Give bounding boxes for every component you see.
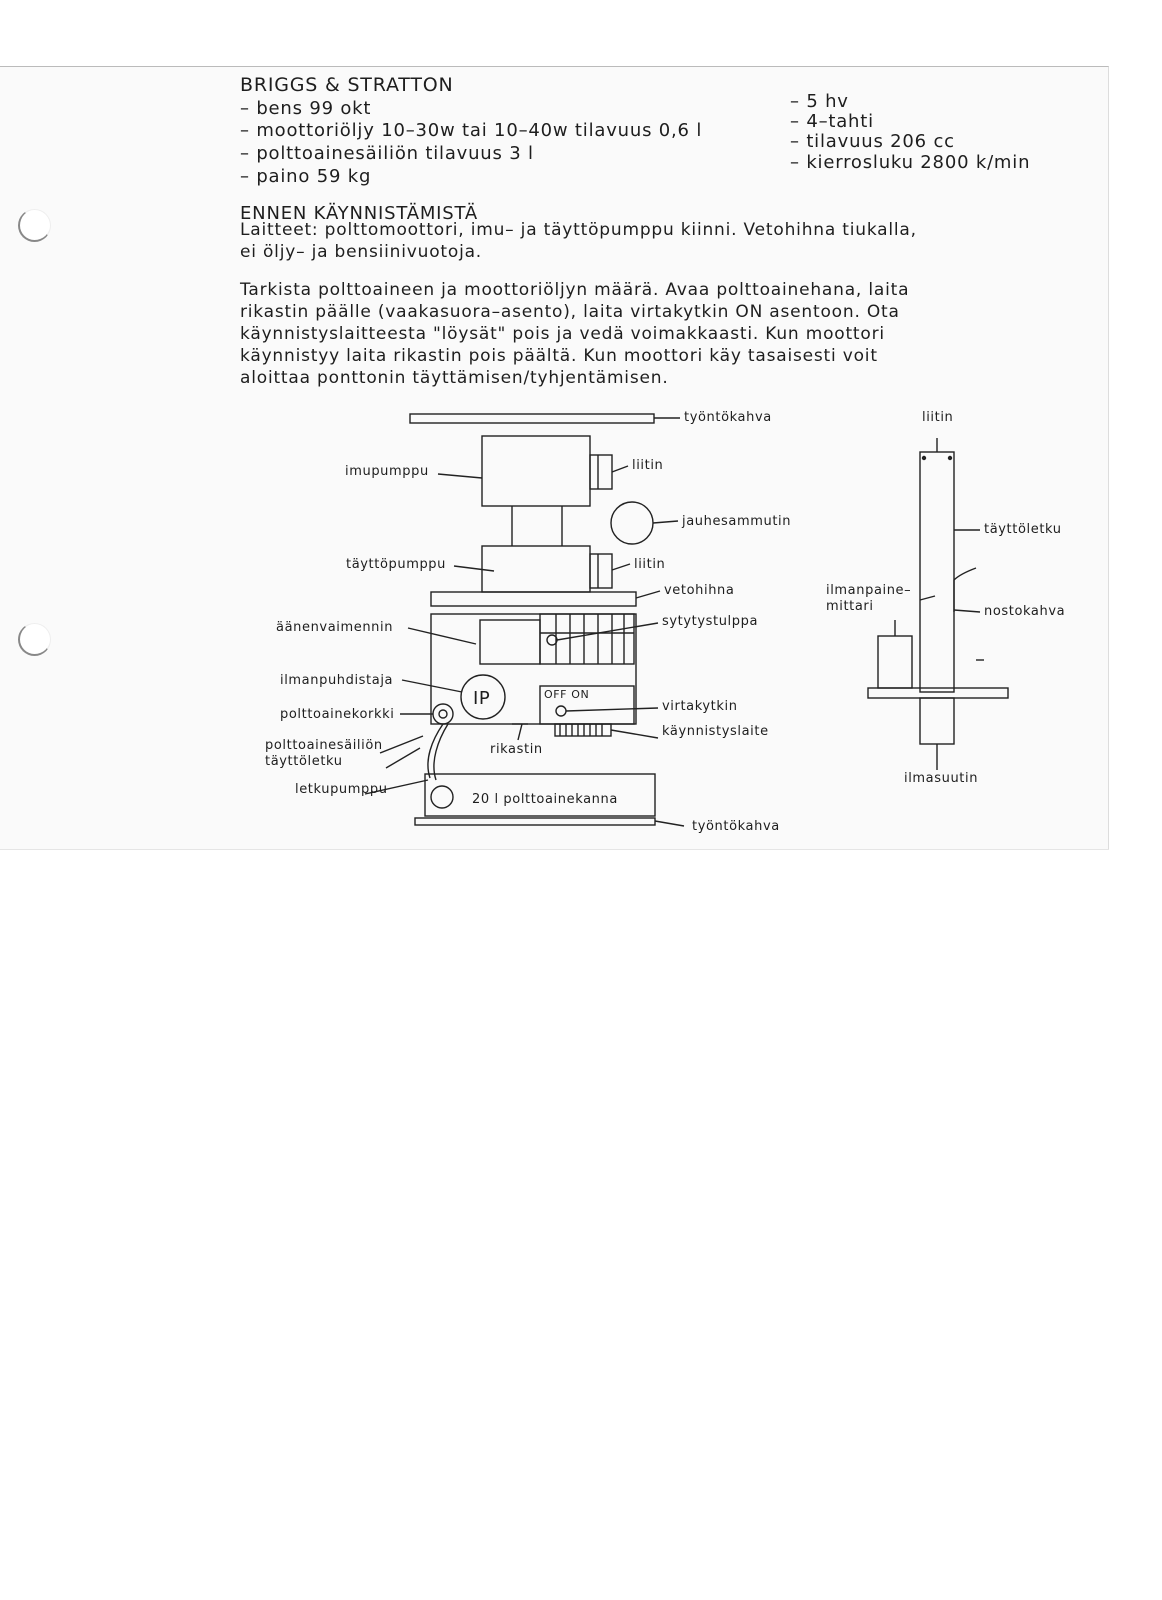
spec-right-4: – kierrosluku 2800 k/min [790, 152, 1031, 173]
spec-right-2: – 4–tahti [790, 111, 874, 132]
pressure-gauge [878, 636, 912, 688]
label-lift-handle: nostokahva [984, 604, 1066, 619]
muffler [480, 620, 540, 664]
label-fuel-cap: polttoainekorkki [280, 707, 395, 722]
label-choke: rikastin [490, 742, 543, 757]
label-starter: käynnistyslaite [662, 724, 769, 739]
filling-pump [482, 546, 590, 592]
spec-right-3: – tilavuus 206 cc [790, 131, 955, 152]
label-muffler: äänenvaimennin [276, 620, 394, 635]
label-canister: 20 l polttoainekanna [472, 792, 618, 807]
label-hose-pump: letkupumppu [295, 782, 388, 797]
spec-left-3: – polttoainesäiliön tilavuus 3 l [240, 143, 534, 164]
label-off-on: OFF ON [544, 688, 590, 701]
para2-line-1: Tarkista polttoaineen ja moottoriöljyn määrä. Avaa polttoainehana, laita [240, 280, 910, 300]
label-pressure-gauge-2: mittari [826, 599, 874, 614]
label-fuel-tank: polttoainesäiliön [265, 738, 383, 753]
para2-line-2: rikastin päälle (vaakasuora–asento), laita virtakytkin ON asentoon. Ota [240, 302, 900, 322]
label-extinguisher: jauhesammutin [682, 514, 792, 529]
para1-line-2: ei öljy– ja bensiinivuotoja. [240, 242, 483, 262]
label-ip: IP [473, 688, 491, 709]
fire-extinguisher [611, 502, 653, 544]
push-handle-bottom [415, 818, 655, 825]
label-pressure-gauge-1: ilmanpaine– [826, 583, 912, 598]
spec-right-1: – 5 hv [790, 91, 849, 112]
section-heading: ENNEN KÄYNNISTÄMISTÄ [240, 203, 479, 224]
label-filling-pump: täyttöpumppu [346, 557, 447, 572]
side-base [868, 688, 1008, 698]
label-side-connector: liitin [922, 410, 954, 425]
doc-title: BRIGGS & STRATTON [240, 74, 454, 96]
para1-line-1: Laitteet: polttomoottori, imu– ja täyttöpumppu kiinni. Vetohihna tiukalla, [240, 220, 917, 240]
side-tube [920, 452, 954, 692]
label-connector-2: liitin [634, 557, 666, 572]
push-handle-top [410, 414, 654, 423]
suction-pump [482, 436, 590, 506]
label-side-fill-hose: täyttöletku [984, 522, 1062, 537]
label-power-switch: virtakytkin [662, 699, 738, 714]
label-air-nozzle: ilmasuutin [904, 771, 979, 786]
spec-left-4: – paino 59 kg [240, 166, 372, 187]
label-suction-pump: imupumppu [345, 464, 429, 479]
belt-plate [431, 592, 636, 606]
label-push-handle-bottom: työntökahva [692, 819, 780, 834]
spec-left-1: – bens 99 okt [240, 98, 372, 119]
para2-line-4: käynnistyy laita rikastin pois päältä. Kun moottori käy tasaisesti voit [240, 346, 878, 366]
spec-left-2: – moottoriöljy 10–30w tai 10–40w tilavuus 0,6 l [240, 120, 703, 141]
label-fill-hose-left: täyttöletku [265, 754, 343, 769]
engine-body [431, 614, 636, 724]
para2-line-3: käynnistyslaitteesta "löysät" pois ja vedä voimakkaasti. Kun moottori [240, 324, 885, 344]
label-connector-1: liitin [632, 458, 664, 473]
label-push-handle-top: työntökahva [684, 410, 772, 425]
label-drive-belt: vetohihna [664, 583, 735, 598]
para2-line-5: aloittaa ponttonin täyttämisen/tyhjentämisen. [240, 368, 669, 388]
label-spark-plug: sytytystulppa [662, 614, 759, 629]
label-air-filter: ilmanpuhdistaja [280, 673, 394, 688]
